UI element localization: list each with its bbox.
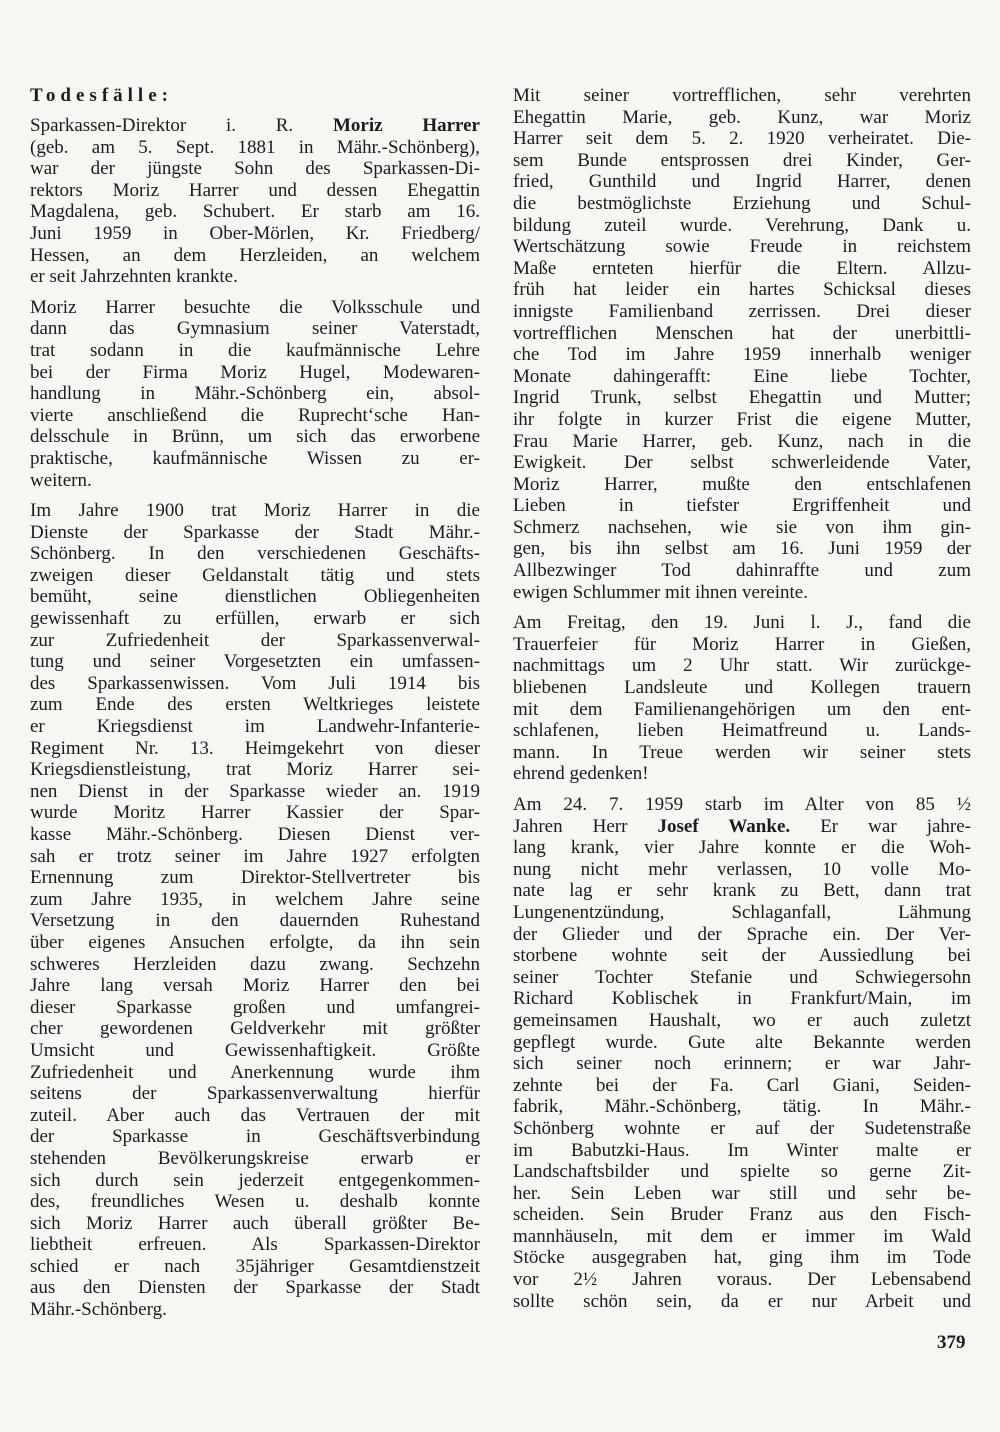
text-line: sich Moriz Harrer auch überall größter Be- (30, 1212, 480, 1234)
text-line: der Glieder und der Sprache ein. Der Ver- (513, 923, 971, 945)
text-line: Harrer seit dem 5. 2. 1920 verheiratet. Die- (513, 128, 971, 150)
text-line: storbene wohnte seit der Aussiedlung bei (513, 945, 971, 967)
text-segment: Jahren Herr (513, 815, 658, 837)
text-line: schied er nach 35jähriger Gesamtdienstzeit (30, 1255, 480, 1277)
text-line: schweres Herzleiden dazu zwang. Sechzehn (30, 953, 480, 975)
person-name: Moriz Harrer (332, 115, 480, 136)
text-line: bildung zuteil wurde. Verehrung, Dank u. (513, 214, 971, 236)
text-line: bliebenen Landsleute und Kollegen trauern (513, 677, 971, 699)
text-line: fried, Gunthild und Ingrid Harrer, denen (513, 171, 971, 193)
text-line: zur Zufriedenheit der Sparkassenverwal- (30, 629, 480, 651)
text-line: Ernennung zum Direktor-Stellvertreter bis (30, 867, 480, 889)
text-line: Ehegattin Marie, geb. Kunz, war Moriz (513, 106, 971, 128)
text-line: Lieben in tiefster Ergriffenheit und (513, 495, 971, 517)
text-line: Moriz Harrer, mußte den entschlafenen (513, 473, 971, 495)
text-line: scheiden. Sein Bruder Franz aus den Fisch- (513, 1204, 971, 1226)
text-line: Richard Koblischek in Frankfurt/Main, im (513, 988, 971, 1010)
section-heading: Todesfälle: (30, 85, 173, 106)
text-line: Mit seiner vortrefflichen, sehr verehrten (513, 85, 971, 106)
text-line: Magdalena, geb. Schubert. Er starb am 16. (30, 201, 480, 223)
text-line: vierte anschließend die Ruprecht‘sche Han- (30, 404, 480, 426)
text-line: rektors Moriz Harrer und dessen Ehegattin (30, 179, 480, 201)
text-line: bei der Firma Moriz Hugel, Modewaren- (30, 361, 480, 383)
text-line: Ewigkeit. Der selbst schwerleidende Vater, (513, 452, 971, 474)
text-line: bemüht, seine dienstlichen Obliegenheiten (30, 586, 480, 608)
text-line: her. Sein Leben war still und sehr be- (513, 1182, 971, 1204)
text-line: gemeinsamen Haushalt, wo er auch zuletzt (513, 1009, 971, 1031)
text-line: tung und seiner Vorgesetzten ein umfassen- (30, 651, 480, 673)
right-paragraphs (513, 85, 971, 1312)
text-line: sich durch sein jederzeit entgegenkommen- (30, 1169, 480, 1191)
text-line: Im Jahre 1900 trat Moriz Harrer in die (30, 500, 480, 522)
text-line: des, freundliches Wesen u. deshalb konnte (30, 1191, 480, 1213)
paragraph (30, 115, 480, 288)
text-line: nung nicht mehr verlassen, 10 volle Mo- (513, 858, 971, 880)
text-line (513, 816, 971, 838)
text-segment: Sparkassen-Direktor i. R. (30, 115, 333, 136)
text-line: sollte schön sein, da er nur Arbeit und (513, 1290, 971, 1312)
text-line: vortrefflichen Menschen hat der unerbittli- (513, 322, 971, 344)
text-line: sich seiner noch erinnern; er war Jahr- (513, 1053, 971, 1075)
text-line: zum Ende des ersten Weltkrieges leistete (30, 694, 480, 716)
text-line: Jahre lang versah Moriz Harrer den bei (30, 975, 480, 997)
text-line: dieser Sparkasse großen und umfangrei- (30, 996, 480, 1018)
text-line: fabrik, Mähr.-Schönberg, tätig. In Mähr.- (513, 1096, 971, 1118)
text-line: schlafenen, lieben Heimatfreund u. Lands- (513, 720, 971, 742)
text-line: Lungenentzündung, Schlaganfall, Lähmung (513, 901, 971, 923)
text-line: Mähr.-Schönberg. (30, 1299, 167, 1321)
paragraph (30, 297, 480, 491)
paragraph (30, 500, 480, 1321)
text-line: trat sodann in die kaufmännische Lehre (30, 339, 480, 361)
text-line: seitens der Sparkassenverwaltung hierfür (30, 1083, 480, 1105)
text-line: Landschaftsbilder und spielte so gerne Zit- (513, 1161, 971, 1183)
text-line: ihr folgte in kurzer Frist die eigene Mutter, (513, 408, 971, 430)
text-line: Allbezwinger Tod dahinraffte und zum (513, 560, 971, 582)
text-line: Versetzung in den dauernden Ruhestand (30, 910, 480, 932)
text-line: er Kriegsdienst im Landwehr-Infanterie- (30, 716, 480, 738)
text-line: stehenden Bevölkerungskreise erwarb er (30, 1147, 480, 1169)
text-line: Regiment Nr. 13. Heimgekehrt von dieser (30, 737, 480, 759)
text-line: liebtheit erfreuen. Als Sparkassen-Direktor (30, 1234, 480, 1256)
paragraph (513, 794, 971, 1312)
left-paragraphs (30, 115, 480, 1321)
text-line: kasse Mähr.-Schönberg. Diesen Dienst ver- (30, 824, 480, 845)
text-line: wurde Moritz Harrer Kassier der Spar- (30, 802, 480, 824)
text-line: sah er trotz seiner im Jahre 1927 erfolgten (30, 845, 480, 867)
text-line: che Tod im Jahre 1959 innerhalb weniger (513, 344, 971, 366)
text-line: Frau Marie Harrer, geb. Kunz, nach in die (513, 430, 971, 452)
text-line: Schmerz nachsehen, wie sie von ihm gin- (513, 516, 971, 538)
text-line: mannhäuseln, mit dem er immer im Wald (513, 1225, 971, 1247)
text-line: über eigenes Ansuchen erfolgte, da ihn sein (30, 931, 480, 953)
text-line: gepflegt wurde. Gute alte Bekannte werden (513, 1031, 971, 1053)
text-line: Am 24. 7. 1959 starb im Alter von 85 ½ (513, 794, 971, 815)
text-line: seiner Tochter Stefanie und Schwiegersohn (513, 966, 971, 988)
text-line: gen, bis ihn selbst am 16. Juni 1959 der (513, 538, 971, 560)
text-line: ewigen Schlummer mit ihnen vereinte. (513, 581, 808, 603)
text-line: cher gewordenen Geldverkehr mit größter (30, 1018, 480, 1040)
left-column (30, 85, 480, 1330)
text-line: Hessen, an dem Herzleiden, an welchem (30, 244, 480, 266)
text-line: Stöcke ausgegraben hat, ging ihm im Tode (513, 1247, 971, 1269)
text-line: mann. In Treue werden wir seiner stets (513, 741, 971, 763)
text-line: Trauerfeier für Moriz Harrer in Gießen, (513, 633, 971, 655)
text-line: er seit Jahrzehnten krankte. (30, 266, 238, 288)
paragraph (513, 612, 971, 785)
text-line: delsschule in Brünn, um sich das erworbene (30, 426, 480, 448)
person-name: Josef Wanke. (657, 815, 791, 837)
text-line: Am Freitag, den 19. Juni l. J., fand die (513, 612, 971, 634)
text-line: lang krank, vier Jahre konnte er die Woh- (513, 837, 971, 859)
text-line: Dienste der Sparkasse der Stadt Mähr.- (30, 521, 480, 543)
text-line (30, 115, 480, 137)
text-line: Monate dahingerafft: Eine liebe Tochter, (513, 365, 971, 387)
text-line: ehrend gedenken! (513, 763, 649, 785)
text-segment: Er war jahre- (790, 815, 971, 837)
text-line: mit dem Familienangehörigen um den ent- (513, 698, 971, 720)
text-line: Zufriedenheit und Anerkennung wurde ihm (30, 1061, 480, 1083)
text-line: zum Jahre 1935, in welchem Jahre seine (30, 888, 480, 910)
text-line: die bestmöglichste Erziehung und Schul- (513, 192, 971, 214)
text-line: Schönberg. In den verschiedenen Geschäfts- (30, 543, 480, 565)
text-line: (geb. am 5. Sept. 1881 in Mähr.-Schönberg), (30, 136, 480, 158)
text-line: handlung in Mähr.-Schönberg ein, absol- (30, 383, 480, 405)
text-line: Schönberg wohnte er auf der Sudetenstraße (513, 1117, 971, 1139)
text-line: der Sparkasse in Geschäftsverbindung (30, 1126, 480, 1148)
text-line: nate lag er sehr krank zu Bett, dann trat (513, 880, 971, 902)
text-line: Moriz Harrer besuchte die Volksschule und (30, 296, 480, 318)
text-line: vor 2½ Jahren voraus. Der Lebensabend (513, 1269, 971, 1291)
text-line: früh hat leider ein hartes Schicksal dieses (513, 279, 971, 301)
text-line: des Sparkassenwissen. Vom Juli 1914 bis (30, 672, 480, 694)
text-line: zweigen dieser Geldanstalt tätig und stets (30, 564, 480, 586)
text-line: praktische, kaufmännische Wissen zu er- (30, 447, 480, 469)
text-line: weitern. (30, 469, 92, 491)
paragraph (513, 85, 971, 603)
text-line: zuteil. Aber auch das Vertrauen der mit (30, 1104, 480, 1126)
text-line: im Babutzki-Haus. Im Winter malte er (513, 1139, 971, 1161)
text-line: nen Dienst in der Sparkasse wieder an. 1919 (30, 780, 480, 802)
page-number: 379 (937, 1332, 966, 1353)
text-line: aus den Diensten der Sparkasse der Stadt (30, 1277, 480, 1299)
text-line: Kriegsdienstleistung, trat Moriz Harrer sei- (30, 759, 480, 781)
text-line: war der jüngste Sohn des Sparkassen-Di- (30, 158, 480, 180)
text-line: innigste Familienband zerrissen. Drei dieser (513, 300, 971, 322)
text-line: Juni 1959 in Ober-Mörlen, Kr. Friedberg/ (30, 222, 480, 244)
text-line: Wertschätzung sowie Freude in reichstem (513, 236, 971, 258)
text-line: Ingrid Trunk, selbst Ehegattin und Mutter; (513, 387, 971, 409)
text-line: sem Bunde entsprossen drei Kinder, Ger- (513, 149, 971, 171)
text-line: dann das Gymnasium seiner Vaterstadt, (30, 318, 480, 340)
text-line: zehnte bei der Fa. Carl Giani, Seiden- (513, 1074, 971, 1096)
text-line: gewissenhaft zu erfüllen, erwarb er sich (30, 608, 480, 630)
right-column (513, 85, 971, 1321)
text-line: nachmittags um 2 Uhr statt. Wir zurückge- (513, 655, 971, 677)
text-line: Maße ernteten hierfür die Eltern. Allzu- (513, 257, 971, 279)
text-line: Umsicht und Gewissenhaftigkeit. Größte (30, 1039, 480, 1061)
